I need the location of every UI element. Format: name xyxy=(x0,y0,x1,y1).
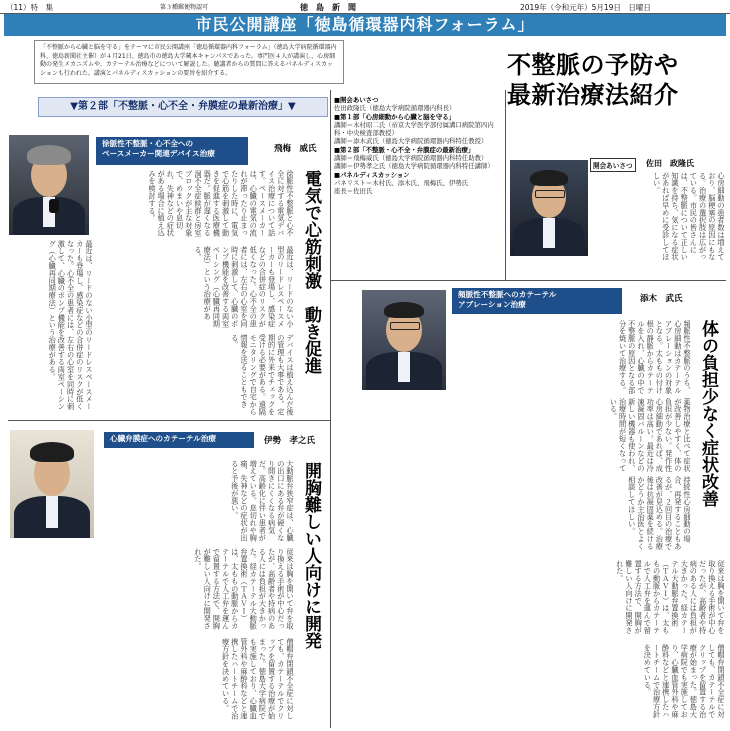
lecture-headline-3: 開胸難しい人向けに開発 xyxy=(301,462,321,649)
lecture-3-text-d: 従来は胸を開いて弁を取り換える手術が中心だったが、高齢者や持病のある人には負担が大きかった。経カテーテル大動脈弁置換術（ＴＡＶＩ）は、太ももの動脈からカテーテルで人工弁を運んで留置する方法で、開胸が難しい人向けに開発された。 xyxy=(615,560,726,634)
headline-line-2: 最新治療法紹介 xyxy=(507,81,679,109)
speaker-photo-ise xyxy=(10,430,94,538)
program-item: ■開会あいさつ xyxy=(334,96,379,104)
headline-line-1: 不整脈の予防や xyxy=(507,51,679,79)
opening-label: 開会あいさつ xyxy=(590,158,636,172)
program-item: 佐田政隆氏（徳島大学病院循環器内科長） xyxy=(334,104,456,113)
column-rule xyxy=(330,280,331,728)
program-item: ■第１部「心房細動から心臓と脳を守る」 xyxy=(334,112,456,121)
intro-text: 「不整脈から心臓と脳を守る」をテーマに市民公開講座「徳島循環器内科フォーラム」（徳島大学病院循環器内科、徳島新聞社主催）が４月21日、徳島市の徳島大学蔵本キャンパスであった。専門医４人が講演し、心房細動の発生メカニズムや、カテーテル治療などについて解説した。聴講者からの質問に答えるパネルディスカッションも行われた。講演とパネルディスカッションの要旨を紹介する。 xyxy=(40,44,337,77)
page-number: （11）特 集 xyxy=(6,3,54,12)
speaker-photo-soeki xyxy=(362,290,446,390)
lecture-1-text-b: 最近は、リードのない小型のリードレスペースメーカーも登場し、感染症などの合併症のリスクが低くなった。心不全の患者には、左右の心室を同時に刺激して、心臓のポンプ機能を改善する両室ペーシング（心臓再同期療法）という治療がある。 xyxy=(193,246,295,328)
program-item: 講師＝飛梅威氏（徳島大学病院循環器内科特任助教） xyxy=(334,154,488,163)
lecture-2-text-a: 頻脈性不整脈のうち、心房細動はカテーテルアブレーションの対象となる。太ももの付け根の静脈からカテーテルを入れ、心臓の中で不整脈の原因となる部分を焼いて治療する。 xyxy=(618,320,692,394)
lecture-headline-2: 体の負担少なく症状改善 xyxy=(698,320,718,507)
postal-notice: 第３種郵便物認可 xyxy=(160,4,209,11)
lecture-3-text-a: 大動脈弁狭窄症は、心臓の出口にある弁が硬くなり開きにくくなる病気だ。高齢化に伴い患者が増えている。息切れや胸痛、失神などの症状が出ると予後が悪い。 xyxy=(230,460,295,542)
speaker-photo-sata xyxy=(510,160,588,256)
speaker-name-soeki: 添木 武氏 xyxy=(640,294,683,304)
lecture-headline-1: 電気で心筋刺激 動き促進 xyxy=(301,170,321,374)
lecture-caption-2: 頻脈性不整脈へのカテーテル アブレーション治療 xyxy=(452,288,622,314)
lecture-3-text-b: 従来は胸を開いて弁を取り換える手術が中心だったが、高齢者や持病のある人には負担が大きかった。経カテーテル大動脈弁置換術（ＴＡＶＩ）は、太ももの動脈からカテーテルで人工弁を運んで留置する方法で、開胸が難しい人向けに開発された。 xyxy=(193,548,295,630)
section-rule xyxy=(330,280,726,281)
lecture-3-text-c: 僧帽弁閉鎖不全症に対しても、カテーテルでクリップを留置する治療が始まった。徳島大学病院でも実施しており、心臓血管外科や麻酔科などと連携したハートチームで治療方針を決めている。 xyxy=(221,638,295,720)
program-item: 講師＝伊勢孝之氏（徳島大学病院循環器内科特任講師） xyxy=(334,162,494,171)
lecture-2-text-b: 薬物治療と比べて症状が改善しやすく、体の負担が少ない。発作性心房細動であれば、成功率は高い。最近は冷凍凝固バルーンなどの新しい機器も使われ、治療時間が短くなっている。 xyxy=(609,398,692,472)
lecture-caption-1: 徐脈性不整脈・心不全への ペースメーカー関連デバイス治療 xyxy=(96,137,248,165)
masthead xyxy=(0,0,730,14)
program-item: ■第２部「不整脈・心不全・弁膜症の最新治療」 xyxy=(334,145,475,154)
issue-date: 2019年（令和元年）5月19日 日曜日 xyxy=(520,3,651,12)
speaker-name-tobiume: 飛梅 威氏 xyxy=(274,144,317,154)
program-item: 講師＝添木武氏（徳島大学病院循環器内科特任教授） xyxy=(334,137,488,146)
speaker-name-sata: 佐田 政隆氏 xyxy=(646,159,694,168)
opening-text: 心房細動の患者数は増えており、脳梗塞の原因にもなる。治療の選択肢は広がっている。市民の皆さんには、不整脈について正しい知識を持ち、気になる症状があれば早めに受診してほしい。 xyxy=(652,172,726,261)
program-item: ■パネルディスカッション xyxy=(334,170,410,179)
lecture-caption-3: 心臓弁膜症へのカテーテル治療 xyxy=(104,432,254,448)
main-headline xyxy=(507,50,727,110)
program-list xyxy=(334,96,502,270)
lecture-2-text-d: 持続性心房細動の場合、再発することもあるが、２回目の治療で改善が見込める。治療後は抗凝固薬を続けるかどうか主治医とよく相談してほしい。 xyxy=(627,476,692,550)
column-rule xyxy=(330,90,331,280)
lecture-1-text-c: デバイスは植え込んだ後の管理も大事である。定期的に外来でチェックを受ける必要がある。遠隔モニタリングで自宅から情報を送ることもできる。 xyxy=(230,334,295,416)
speaker-name-ise: 伊勢 孝之氏 xyxy=(264,436,316,446)
lecture-3-text-e: 僧帽弁閉鎖不全症に対しても、カテーテルでクリップを留置する治療が始まった。徳島大学病院でも実施しており、心臓血管外科や麻酔科などと連携したハートチームで治療方針を決めている。 xyxy=(643,644,726,718)
page-title: 市民公開講座「徳島循環器内科フォーラム」 xyxy=(4,14,726,36)
section-rule xyxy=(8,420,330,421)
section-header: ▼第２部「不整脈・心不全・弁膜症の最新治療」▼ xyxy=(38,97,328,117)
intro-box xyxy=(34,40,344,84)
lecture-1-text-d: 最近は、リードのない小型のリードレスペースメーカーも登場し、感染症などの合併症のリスクが低くなった。心不全の患者には、左右の心室を同時に刺激して、心臓のポンプ機能を改善する両室ペーシング（心臓再同期療法）という治療がある。 xyxy=(48,240,94,411)
lecture-1-text-a: 徐脈性不整脈と心不全に対する電気デバイス治療について話す。ペースメーカーは、心臓の電気の流れが滞ったり止まったりした時に、電気で心筋を刺激して動きを促進する医療機器だ。脈が遅くなる洞不全症候群と房室ブロックが主な対象で、めまいや息切れ、失神などの症状がある場合に植え込みを検討する。 xyxy=(147,170,295,237)
program-item: パネリスト＝木村氏、添木氏、飛梅氏、伊勢氏 xyxy=(334,178,469,187)
speaker-photo-tobiume xyxy=(9,135,89,235)
newspaper-name: 徳 島 新 聞 xyxy=(300,3,356,12)
column-rule xyxy=(505,90,506,280)
program-item: 座長＝佐田氏 xyxy=(334,187,373,196)
program-item: 講師＝木村昭二氏（帝京大学医学部付属溝口病院第四内科・中央検査部教授） xyxy=(334,120,494,138)
